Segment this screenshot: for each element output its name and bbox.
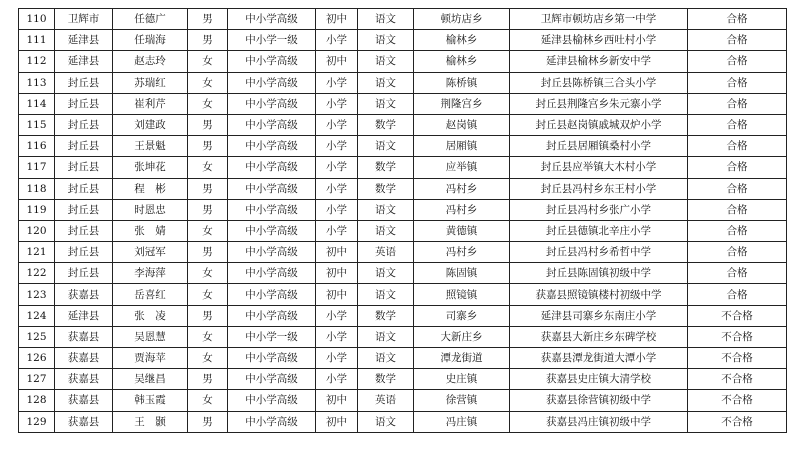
- gender-cell: 男: [188, 30, 228, 51]
- county-cell: 获嘉县: [55, 411, 113, 432]
- row-number-cell: 112: [19, 51, 55, 72]
- result-cell: 合格: [688, 263, 787, 284]
- row-number-cell: 125: [19, 326, 55, 347]
- teacher-name-cell: 张坤花: [113, 157, 188, 178]
- result-cell: 合格: [688, 30, 787, 51]
- school-name-cell: 延津县榆林乡新安中学: [510, 51, 688, 72]
- result-cell: 合格: [688, 51, 787, 72]
- subject-cell: 数学: [358, 178, 414, 199]
- township-cell: 陈固镇: [414, 263, 510, 284]
- subject-cell: 语文: [358, 72, 414, 93]
- subject-cell: 语文: [358, 220, 414, 241]
- table-row: [19, 199, 787, 220]
- school-stage-cell: 小学: [316, 326, 358, 347]
- gender-cell: 男: [188, 411, 228, 432]
- teacher-name-cell: 赵志玲: [113, 51, 188, 72]
- professional-title-cell: 中小学高级: [228, 348, 316, 369]
- result-cell: 合格: [688, 157, 787, 178]
- result-cell: 不合格: [688, 326, 787, 347]
- teacher-name-cell: 刘冠军: [113, 242, 188, 263]
- teacher-name-cell: 任瑞海: [113, 30, 188, 51]
- row-number-cell: 126: [19, 348, 55, 369]
- row-number-cell: 111: [19, 30, 55, 51]
- school-stage-cell: 初中: [316, 242, 358, 263]
- school-name-cell: 封丘县冯村乡张广小学: [510, 199, 688, 220]
- subject-cell: 语文: [358, 93, 414, 114]
- school-name-cell: 封丘县居厢镇桑村小学: [510, 136, 688, 157]
- row-number-cell: 124: [19, 305, 55, 326]
- school-stage-cell: 初中: [316, 284, 358, 305]
- professional-title-cell: 中小学高级: [228, 263, 316, 284]
- professional-title-cell: 中小学高级: [228, 72, 316, 93]
- township-cell: 应举镇: [414, 157, 510, 178]
- township-cell: 榆林乡: [414, 51, 510, 72]
- teacher-name-cell: 王景魁: [113, 136, 188, 157]
- township-cell: 冯村乡: [414, 242, 510, 263]
- teacher-name-cell: 吴继昌: [113, 369, 188, 390]
- subject-cell: 语文: [358, 136, 414, 157]
- school-stage-cell: 小学: [316, 136, 358, 157]
- professional-title-cell: 中小学高级: [228, 220, 316, 241]
- professional-title-cell: 中小学一级: [228, 30, 316, 51]
- school-name-cell: 封丘县赵岗镇戚城双炉小学: [510, 114, 688, 135]
- table-row: [19, 51, 787, 72]
- township-cell: 黄德镇: [414, 220, 510, 241]
- professional-title-cell: 中小学高级: [228, 411, 316, 432]
- subject-cell: 语文: [358, 326, 414, 347]
- school-name-cell: 卫辉市顿坊店乡第一中学: [510, 9, 688, 30]
- teacher-name-cell: 韩玉霞: [113, 390, 188, 411]
- school-stage-cell: 初中: [316, 51, 358, 72]
- gender-cell: 女: [188, 284, 228, 305]
- subject-cell: 数学: [358, 369, 414, 390]
- county-cell: 封丘县: [55, 199, 113, 220]
- table-row: [19, 263, 787, 284]
- result-cell: 合格: [688, 114, 787, 135]
- gender-cell: 女: [188, 220, 228, 241]
- county-cell: 延津县: [55, 51, 113, 72]
- teacher-name-cell: 贾海苹: [113, 348, 188, 369]
- county-cell: 卫辉市: [55, 9, 113, 30]
- professional-title-cell: 中小学高级: [228, 157, 316, 178]
- table-row: [19, 390, 787, 411]
- gender-cell: 男: [188, 369, 228, 390]
- result-cell: 合格: [688, 136, 787, 157]
- school-name-cell: 封丘县德镇北辛庄小学: [510, 220, 688, 241]
- table-row: [19, 284, 787, 305]
- gender-cell: 男: [188, 178, 228, 199]
- township-cell: 史庄镇: [414, 369, 510, 390]
- teacher-name-cell: 张 婧: [113, 220, 188, 241]
- school-stage-cell: 初中: [316, 411, 358, 432]
- result-cell: 合格: [688, 284, 787, 305]
- teacher-name-cell: 李海萍: [113, 263, 188, 284]
- result-cell: 不合格: [688, 369, 787, 390]
- township-cell: 冯村乡: [414, 199, 510, 220]
- result-cell: 合格: [688, 9, 787, 30]
- gender-cell: 女: [188, 263, 228, 284]
- county-cell: 封丘县: [55, 157, 113, 178]
- row-number-cell: 123: [19, 284, 55, 305]
- result-cell: 合格: [688, 178, 787, 199]
- subject-cell: 数学: [358, 114, 414, 135]
- row-number-cell: 120: [19, 220, 55, 241]
- result-cell: 不合格: [688, 305, 787, 326]
- school-name-cell: 封丘县应举镇大木村小学: [510, 157, 688, 178]
- school-stage-cell: 小学: [316, 220, 358, 241]
- school-stage-cell: 小学: [316, 348, 358, 369]
- result-cell: 合格: [688, 72, 787, 93]
- professional-title-cell: 中小学高级: [228, 51, 316, 72]
- subject-cell: 语文: [358, 30, 414, 51]
- school-name-cell: 获嘉县照镜镇楼村初级中学: [510, 284, 688, 305]
- table-row: [19, 178, 787, 199]
- table-row: [19, 348, 787, 369]
- school-stage-cell: 小学: [316, 114, 358, 135]
- professional-title-cell: 中小学高级: [228, 369, 316, 390]
- county-cell: 延津县: [55, 305, 113, 326]
- school-name-cell: 延津县司寨乡东南庄小学: [510, 305, 688, 326]
- township-cell: 榆林乡: [414, 30, 510, 51]
- county-cell: 封丘县: [55, 242, 113, 263]
- professional-title-cell: 中小学一级: [228, 326, 316, 347]
- gender-cell: 女: [188, 348, 228, 369]
- township-cell: 荆隆宫乡: [414, 93, 510, 114]
- row-number-cell: 127: [19, 369, 55, 390]
- teacher-name-cell: 吴恩慧: [113, 326, 188, 347]
- table-row: [19, 114, 787, 135]
- teacher-name-cell: 时恩忠: [113, 199, 188, 220]
- teacher-name-cell: 苏瑞红: [113, 72, 188, 93]
- professional-title-cell: 中小学高级: [228, 305, 316, 326]
- school-stage-cell: 初中: [316, 9, 358, 30]
- row-number-cell: 122: [19, 263, 55, 284]
- professional-title-cell: 中小学高级: [228, 9, 316, 30]
- school-name-cell: 获嘉县徐营镇初级中学: [510, 390, 688, 411]
- teacher-results-table: [18, 8, 787, 433]
- subject-cell: 语文: [358, 199, 414, 220]
- table-row: [19, 30, 787, 51]
- school-name-cell: 封丘县荆隆宫乡朱元寨小学: [510, 93, 688, 114]
- school-stage-cell: 小学: [316, 30, 358, 51]
- school-stage-cell: 初中: [316, 263, 358, 284]
- township-cell: 照镜镇: [414, 284, 510, 305]
- teacher-name-cell: 张 凌: [113, 305, 188, 326]
- county-cell: 封丘县: [55, 263, 113, 284]
- gender-cell: 男: [188, 9, 228, 30]
- row-number-cell: 117: [19, 157, 55, 178]
- gender-cell: 男: [188, 136, 228, 157]
- gender-cell: 男: [188, 305, 228, 326]
- table-row: [19, 411, 787, 432]
- professional-title-cell: 中小学高级: [228, 242, 316, 263]
- school-name-cell: 封丘县陈桥镇三合头小学: [510, 72, 688, 93]
- school-stage-cell: 小学: [316, 369, 358, 390]
- school-stage-cell: 小学: [316, 72, 358, 93]
- result-cell: 合格: [688, 242, 787, 263]
- school-stage-cell: 小学: [316, 178, 358, 199]
- subject-cell: 语文: [358, 263, 414, 284]
- table-row: [19, 220, 787, 241]
- subject-cell: 语文: [358, 51, 414, 72]
- gender-cell: 男: [188, 199, 228, 220]
- school-name-cell: 封丘县冯村乡东王村小学: [510, 178, 688, 199]
- teacher-name-cell: 程 彬: [113, 178, 188, 199]
- county-cell: 封丘县: [55, 136, 113, 157]
- row-number-cell: 115: [19, 114, 55, 135]
- county-cell: 获嘉县: [55, 284, 113, 305]
- school-stage-cell: 小学: [316, 199, 358, 220]
- table-row: [19, 72, 787, 93]
- gender-cell: 女: [188, 51, 228, 72]
- row-number-cell: 121: [19, 242, 55, 263]
- gender-cell: 男: [188, 114, 228, 135]
- township-cell: 冯村乡: [414, 178, 510, 199]
- subject-cell: 语文: [358, 411, 414, 432]
- county-cell: 封丘县: [55, 220, 113, 241]
- school-name-cell: 封丘县陈固镇初级中学: [510, 263, 688, 284]
- subject-cell: 英语: [358, 242, 414, 263]
- township-cell: 潭龙街道: [414, 348, 510, 369]
- school-stage-cell: 初中: [316, 390, 358, 411]
- gender-cell: 女: [188, 157, 228, 178]
- township-cell: 居厢镇: [414, 136, 510, 157]
- school-stage-cell: 小学: [316, 305, 358, 326]
- township-cell: 顿坊店乡: [414, 9, 510, 30]
- subject-cell: 语文: [358, 9, 414, 30]
- professional-title-cell: 中小学高级: [228, 199, 316, 220]
- table-row: [19, 157, 787, 178]
- professional-title-cell: 中小学高级: [228, 136, 316, 157]
- subject-cell: 语文: [358, 348, 414, 369]
- teacher-name-cell: 崔利芹: [113, 93, 188, 114]
- professional-title-cell: 中小学高级: [228, 390, 316, 411]
- school-stage-cell: 小学: [316, 157, 358, 178]
- row-number-cell: 129: [19, 411, 55, 432]
- gender-cell: 女: [188, 93, 228, 114]
- school-name-cell: 获嘉县大新庄乡东碑学校: [510, 326, 688, 347]
- row-number-cell: 110: [19, 9, 55, 30]
- county-cell: 获嘉县: [55, 348, 113, 369]
- professional-title-cell: 中小学高级: [228, 284, 316, 305]
- school-name-cell: 获嘉县潭龙街道大潭小学: [510, 348, 688, 369]
- result-cell: 不合格: [688, 390, 787, 411]
- table-row: [19, 9, 787, 30]
- row-number-cell: 113: [19, 72, 55, 93]
- county-cell: 封丘县: [55, 178, 113, 199]
- subject-cell: 语文: [358, 284, 414, 305]
- gender-cell: 男: [188, 242, 228, 263]
- row-number-cell: 118: [19, 178, 55, 199]
- subject-cell: 数学: [358, 157, 414, 178]
- professional-title-cell: 中小学高级: [228, 114, 316, 135]
- township-cell: 陈桥镇: [414, 72, 510, 93]
- table-row: [19, 369, 787, 390]
- gender-cell: 女: [188, 390, 228, 411]
- township-cell: 徐营镇: [414, 390, 510, 411]
- teacher-name-cell: 岳喜红: [113, 284, 188, 305]
- county-cell: 获嘉县: [55, 390, 113, 411]
- table-row: [19, 305, 787, 326]
- school-name-cell: 获嘉县史庄镇大清学校: [510, 369, 688, 390]
- county-cell: 获嘉县: [55, 326, 113, 347]
- township-cell: 冯庄镇: [414, 411, 510, 432]
- professional-title-cell: 中小学高级: [228, 178, 316, 199]
- school-name-cell: 获嘉县冯庄镇初级中学: [510, 411, 688, 432]
- row-number-cell: 116: [19, 136, 55, 157]
- school-stage-cell: 小学: [316, 93, 358, 114]
- table-row: [19, 93, 787, 114]
- result-cell: 合格: [688, 93, 787, 114]
- teacher-name-cell: 任德广: [113, 9, 188, 30]
- professional-title-cell: 中小学高级: [228, 93, 316, 114]
- subject-cell: 数学: [358, 305, 414, 326]
- county-cell: 获嘉县: [55, 369, 113, 390]
- school-name-cell: 封丘县冯村乡希哲中学: [510, 242, 688, 263]
- township-cell: 赵岗镇: [414, 114, 510, 135]
- school-name-cell: 延津县榆林乡西吐村小学: [510, 30, 688, 51]
- result-cell: 合格: [688, 199, 787, 220]
- table-row: [19, 326, 787, 347]
- county-cell: 封丘县: [55, 114, 113, 135]
- row-number-cell: 128: [19, 390, 55, 411]
- row-number-cell: 114: [19, 93, 55, 114]
- gender-cell: 女: [188, 326, 228, 347]
- result-cell: 不合格: [688, 348, 787, 369]
- county-cell: 封丘县: [55, 72, 113, 93]
- subject-cell: 英语: [358, 390, 414, 411]
- table-row: [19, 136, 787, 157]
- township-cell: 大新庄乡: [414, 326, 510, 347]
- row-number-cell: 119: [19, 199, 55, 220]
- county-cell: 封丘县: [55, 93, 113, 114]
- table-row: [19, 242, 787, 263]
- county-cell: 延津县: [55, 30, 113, 51]
- township-cell: 司寨乡: [414, 305, 510, 326]
- result-cell: 不合格: [688, 411, 787, 432]
- table-body: [19, 9, 787, 433]
- teacher-name-cell: 刘建政: [113, 114, 188, 135]
- teacher-name-cell: 王 颢: [113, 411, 188, 432]
- gender-cell: 女: [188, 72, 228, 93]
- result-cell: 合格: [688, 220, 787, 241]
